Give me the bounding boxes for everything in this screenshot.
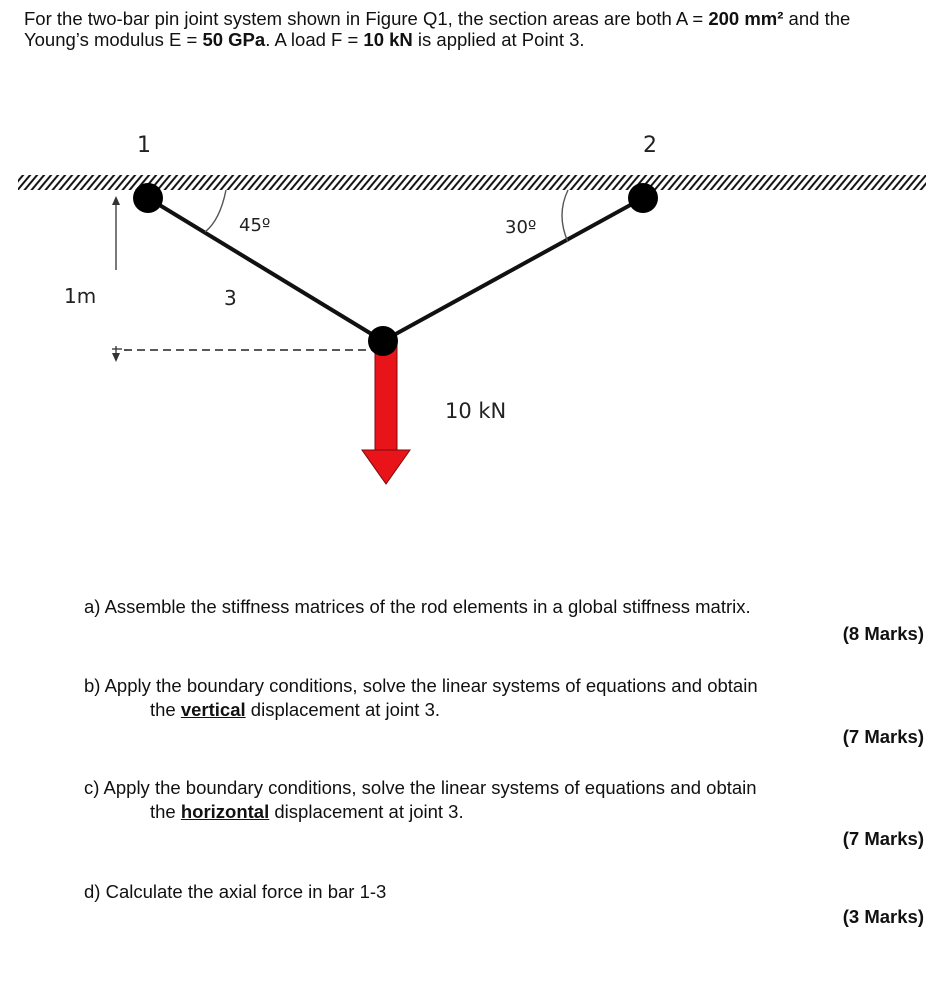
question-c-text: c) Apply the boundary conditions, solve the linear systems of equations and obtain <box>84 777 757 798</box>
question-c-marks: (7 Marks) <box>842 828 924 849</box>
question-a <box>84 595 751 619</box>
area-value: 200 mm² <box>708 8 784 29</box>
emphasis-vertical: vertical <box>180 699 246 720</box>
modulus-value: 50 GPa <box>202 29 266 50</box>
question-b <box>84 674 758 722</box>
question-d <box>84 880 386 904</box>
question-d-text: d) Calculate the axial force in bar 1-3 <box>84 881 387 902</box>
load-value: 10 kN <box>363 29 413 50</box>
node-label-2: 2 <box>643 133 657 158</box>
intro-text-2: and the Young’s modulus E = <box>24 8 851 50</box>
height-arrow-up-icon <box>112 196 120 205</box>
intro-text-3: . A load F = <box>265 29 364 50</box>
question-a-marks: (8 Marks) <box>842 623 924 644</box>
intro-text-4: is applied at Point 3. <box>412 29 585 50</box>
pin-joint-1 <box>133 183 163 213</box>
load-arrow-head-icon <box>362 450 410 484</box>
question-b-marks: (7 Marks) <box>842 726 924 747</box>
pin-joint-3 <box>368 326 398 356</box>
emphasis-horizontal: horizontal <box>180 801 270 822</box>
question-b-text: b) Apply the boundary conditions, solve the linear systems of equations and obtain <box>84 675 758 696</box>
question-d-marks: (3 Marks) <box>842 906 924 927</box>
node-label-3: 3 <box>224 286 237 310</box>
angle-label-30: 30º <box>505 217 537 238</box>
node-label-1: 1 <box>137 133 151 158</box>
question-b-continuation: the vertical displacement at joint 3. <box>150 699 441 720</box>
intro-text-1: For the two-bar pin joint system shown in Figure Q1, the section areas are both A = <box>24 8 709 29</box>
load-arrow-shaft <box>375 345 397 453</box>
load-label: 10 kN <box>445 399 507 423</box>
angle-arc-45 <box>205 190 226 232</box>
question-c <box>84 776 757 824</box>
pin-joint-2 <box>628 183 658 213</box>
question-a-text: a) Assemble the stiffness matrices of the rod elements in a global stiffness matrix. <box>84 596 751 617</box>
angle-label-45: 45º <box>239 215 271 236</box>
height-arrow-down-icon <box>112 353 120 362</box>
angle-arc-30 <box>562 190 568 242</box>
question-c-continuation: the horizontal displacement at joint 3. <box>150 801 464 822</box>
height-label: 1m <box>64 284 97 308</box>
